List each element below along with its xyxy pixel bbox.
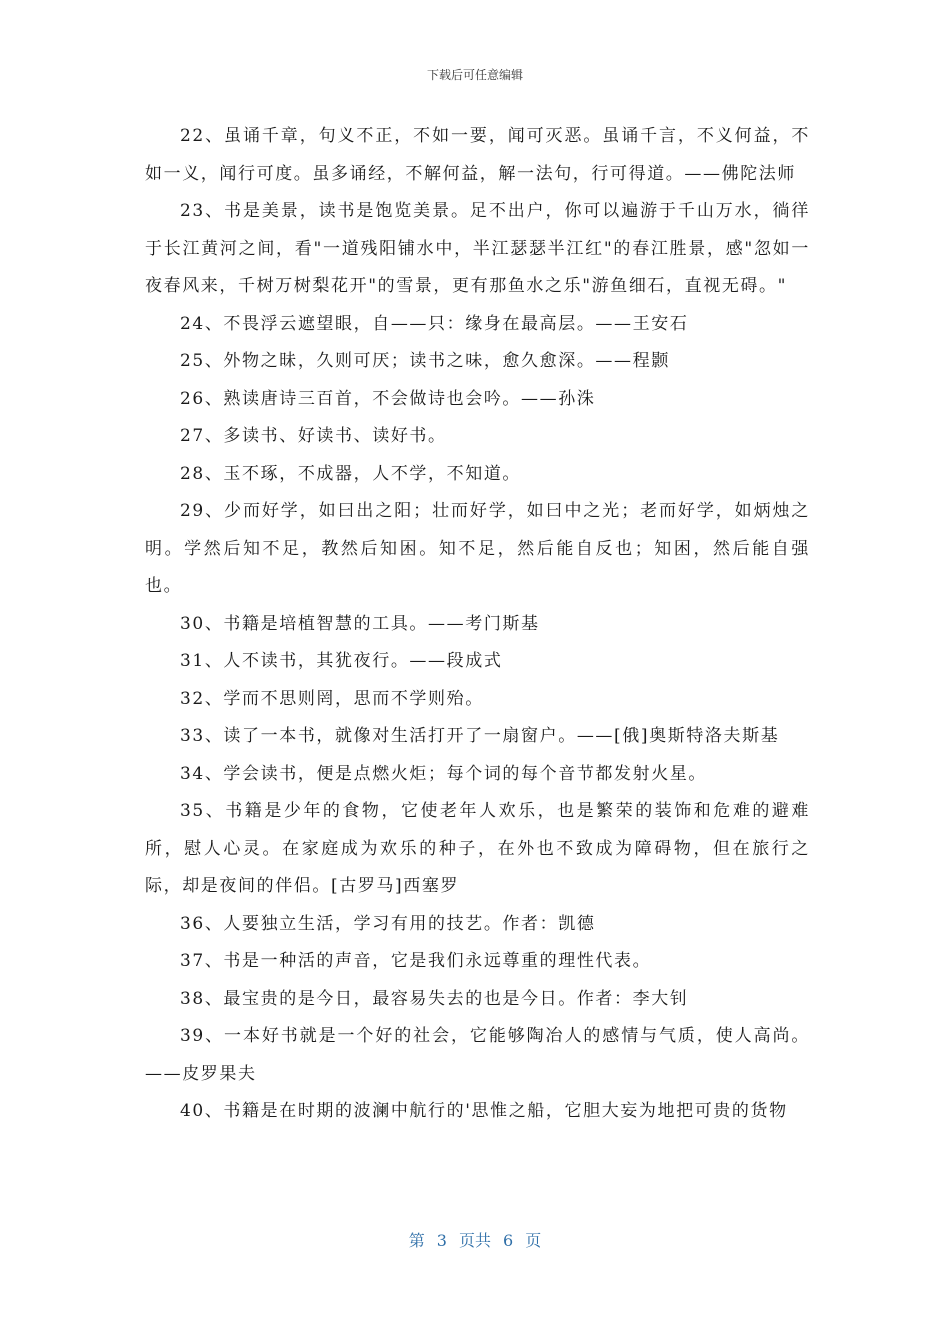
quote-paragraph: 39、一本好书就是一个好的社会，它能够陶冶人的感情与气质，使人高尚。——皮罗果夫 — [145, 1026, 810, 1084]
footer-total-pages: 6 — [503, 1231, 514, 1250]
quote-paragraph: 31、人不读书，其犹夜行。——段成式 — [180, 651, 503, 671]
quote-paragraph: 34、学会读书，便是点燃火炬；每个词的每个音节都发射火星。 — [180, 763, 708, 784]
quote-paragraph: 32、学而不思则罔，思而不学则殆。 — [180, 688, 484, 709]
quote-paragraph: 37、书是一种活的声音，它是我们永远尊重的理性代表。 — [180, 951, 652, 971]
quote-paragraph: 28、玉不琢，不成器，人不学，不知道。 — [180, 463, 522, 484]
quote-paragraph: 36、人要独立生活，学习有用的技艺。作者：凯德 — [180, 913, 596, 934]
document-body — [145, 118, 810, 1131]
footer-middle: 页共 — [458, 1231, 491, 1250]
footer-suffix: 页 — [525, 1231, 542, 1250]
quote-paragraph: 22、虽诵千章，句义不正，不如一要，闻可灭恶。虽诵千言，不义何益，不如一义，闻行可度。虽多诵经，不解何益，解一法句，行可得道。——佛陀法师 — [145, 126, 810, 184]
quote-paragraph: 27、多读书、好读书、读好书。 — [180, 426, 447, 446]
quote-paragraph: 26、熟读唐诗三百首，不会做诗也会吟。——孙洙 — [180, 388, 596, 409]
quote-paragraph: 38、最宝贵的是今日，最容易失去的也是今日。作者：李大钊 — [180, 988, 689, 1009]
quote-paragraph: 30、书籍是培植智慧的工具。——考门斯基 — [180, 613, 540, 634]
quote-paragraph: 25、外物之昧，久则可厌；读书之味，愈久愈深。——程颢 — [180, 351, 670, 371]
quote-paragraph: 40、书籍是在时期的波澜中航行的'思惟之船，它胆大妄为地把可贵的货物 — [180, 1101, 788, 1121]
footer-prefix: 第 — [408, 1231, 425, 1250]
quote-paragraph: 23、书是美景，读书是饱览美景。足不出户，你可以遍游于千山万水，徜徉于长江黄河之间，看"一道残阳铺水中，半江瑟瑟半江红"的春江胜景，感"忽如一夜春风来，千树万树梨花开"的雪景，更有那鱼水之乐"游鱼细石，直视无碍。" — [145, 201, 810, 296]
quote-paragraph: 35、书籍是少年的食物，它使老年人欢乐，也是繁荣的装饰和危难的避难所，慰人心灵。在家庭成为欢乐的种子，在外也不致成为障碍物，但在旅行之际，却是夜间的伴侣。[古罗马]西塞罗 — [145, 801, 810, 896]
quote-paragraph: 29、少而好学，如曰出之阳；壮而好学，如曰中之光；老而好学，如炳烛之明。学然后知不足，教然后知困。知不足，然后能自反也；知困，然后能自强也。 — [145, 501, 810, 596]
quote-paragraph: 33、读了一本书，就像对生活打开了一扇窗户。——[俄]奥斯特洛夫斯基 — [180, 726, 780, 746]
page-footer — [0, 1228, 950, 1251]
footer-page-number: 3 — [436, 1231, 447, 1250]
quote-paragraph: 24、不畏浮云遮望眼，自——只：缘身在最高层。——王安石 — [180, 313, 689, 334]
page-header: 下载后可任意编辑 — [426, 68, 523, 82]
